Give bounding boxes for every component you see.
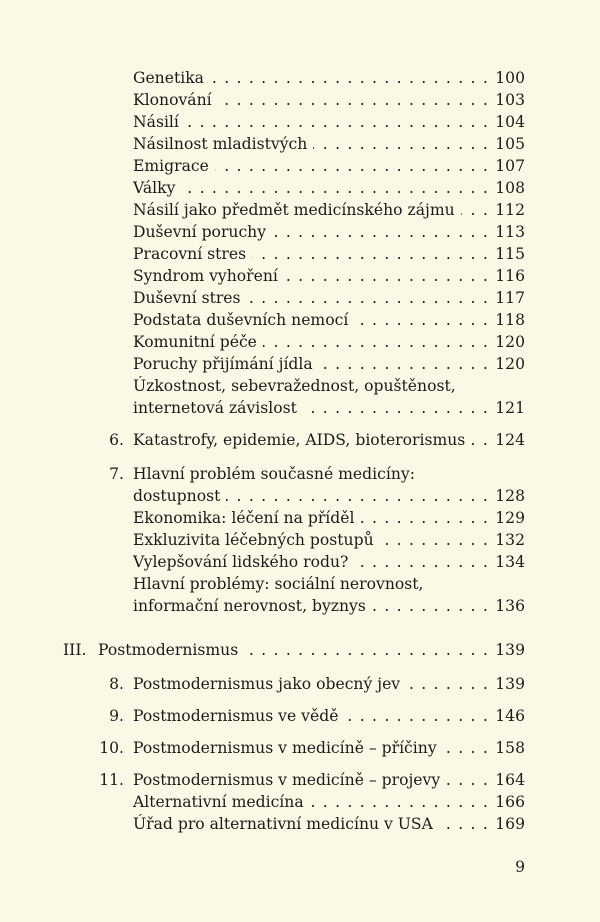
entry-title: Klonování xyxy=(133,91,212,109)
toc-entry-line xyxy=(0,287,600,309)
dot-leader xyxy=(360,507,489,529)
entry-page: 105 xyxy=(495,135,525,153)
chapter-number: III. xyxy=(63,641,87,659)
entry-title: Duševní poruchy xyxy=(133,223,267,241)
entry-line xyxy=(133,177,525,199)
dot-leader xyxy=(313,133,489,155)
toc-entry-line xyxy=(0,221,600,243)
toc-entry-line xyxy=(0,673,600,695)
entry-page: 112 xyxy=(495,201,525,219)
entry-page: 136 xyxy=(495,597,525,615)
entry-line xyxy=(133,265,525,287)
dot-leader xyxy=(344,705,489,727)
toc-entry-line xyxy=(0,463,600,485)
toc-entry-line xyxy=(0,397,600,419)
dot-leader xyxy=(210,67,489,89)
dot-leader xyxy=(439,813,489,835)
entry-page: 118 xyxy=(495,311,525,329)
entry-line xyxy=(133,573,525,595)
entry-line xyxy=(133,769,525,791)
entry-title: Exkluzivita léčebných postupů xyxy=(133,531,374,549)
dot-leader xyxy=(380,529,489,551)
dot-leader xyxy=(247,287,489,309)
entry-title: Války xyxy=(133,179,176,197)
entry-line xyxy=(133,155,525,177)
entry-page: 103 xyxy=(495,91,525,109)
chapter-number: 8. xyxy=(109,675,124,693)
entry-title: informační nerovnost, byznys xyxy=(133,597,366,615)
entry-title: Násilí jako předmět medicínského zájmu xyxy=(133,201,455,219)
entry-line xyxy=(133,67,525,89)
entry-page: 113 xyxy=(495,223,525,241)
toc-entry-line xyxy=(0,331,600,353)
entry-line xyxy=(133,287,525,309)
toc-entry-line xyxy=(0,791,600,813)
dot-leader xyxy=(218,89,489,111)
entry-line xyxy=(133,429,525,451)
entry-line xyxy=(133,463,525,485)
entry-title: Duševní stres xyxy=(133,289,241,307)
entry-title: Genetika xyxy=(133,69,204,87)
entry-page: 107 xyxy=(495,157,525,175)
toc-entry-line xyxy=(0,769,600,791)
entry-line xyxy=(133,309,525,331)
entry-page: 115 xyxy=(495,245,525,263)
toc-entry-line xyxy=(0,243,600,265)
entry-line xyxy=(133,551,525,573)
dot-leader xyxy=(443,737,489,759)
chapter-number: 11. xyxy=(99,771,124,789)
chapter-number: 6. xyxy=(109,431,124,449)
entry-page: 124 xyxy=(495,431,525,449)
toc-entry-line xyxy=(0,309,600,331)
entry-line xyxy=(133,595,525,617)
entry-line xyxy=(133,331,525,353)
dot-leader xyxy=(284,265,489,287)
entry-page: 128 xyxy=(495,487,525,505)
entry-page: 139 xyxy=(495,641,525,659)
entry-page: 129 xyxy=(495,509,525,527)
entry-title: Postmodernismus jako obecný jev xyxy=(133,675,401,693)
dot-leader xyxy=(446,769,489,791)
entry-line xyxy=(133,397,525,419)
dot-leader xyxy=(319,353,489,375)
entry-title: Násilí xyxy=(133,113,179,131)
toc-entry-line xyxy=(0,111,600,133)
entry-title: Postmodernismus xyxy=(98,641,239,659)
dot-leader xyxy=(471,429,489,451)
entry-line xyxy=(133,111,525,133)
entry-line xyxy=(133,133,525,155)
entry-title: dostupnost xyxy=(133,487,221,505)
entry-page: 132 xyxy=(495,531,525,549)
entry-page: 158 xyxy=(495,739,525,757)
dot-leader xyxy=(406,673,489,695)
entry-page: 104 xyxy=(495,113,525,131)
entry-title: Hlavní problém současné medicíny: xyxy=(133,465,415,483)
entry-page: 146 xyxy=(495,707,525,725)
entry-title: Pracovní stres xyxy=(133,245,247,263)
toc-entry-line xyxy=(0,133,600,155)
entry-line xyxy=(98,639,525,661)
entry-line xyxy=(133,813,525,835)
dot-leader xyxy=(372,595,489,617)
chapter-number: 9. xyxy=(109,707,124,725)
toc-entry-line xyxy=(0,155,600,177)
entry-page: 134 xyxy=(495,553,525,571)
toc-entry-line xyxy=(0,639,600,661)
entry-page: 100 xyxy=(495,69,525,87)
dot-leader xyxy=(244,639,489,661)
toc-entry-line xyxy=(0,199,600,221)
dot-leader xyxy=(310,791,489,813)
entry-line xyxy=(133,353,525,375)
entry-page: 169 xyxy=(495,815,525,833)
entry-title: Hlavní problémy: sociální nerovnost, xyxy=(133,575,424,593)
toc-entry-line xyxy=(0,595,600,617)
toc-entry-line xyxy=(0,737,600,759)
entry-line xyxy=(133,705,525,727)
entry-line xyxy=(133,221,525,243)
toc-entry-line xyxy=(0,429,600,451)
entry-title: Katastrofy, epidemie, AIDS, bioterorismus xyxy=(133,431,466,449)
entry-title: Postmodernismus v medicíně – projevy xyxy=(133,771,441,789)
entry-page: 166 xyxy=(495,793,525,811)
toc-entry-line xyxy=(0,265,600,287)
dot-leader xyxy=(354,309,489,331)
dot-leader xyxy=(354,551,489,573)
dot-leader xyxy=(303,397,489,419)
entry-line xyxy=(133,791,525,813)
dot-leader xyxy=(461,199,489,221)
entry-title: Úřad pro alternativní medicínu v USA xyxy=(133,815,433,833)
table-of-contents xyxy=(0,67,600,835)
entry-page: 108 xyxy=(495,179,525,197)
toc-entry-line xyxy=(0,551,600,573)
dot-leader xyxy=(185,111,489,133)
entry-title: Postmodernismus ve vědě xyxy=(133,707,339,725)
toc-entry-line xyxy=(0,507,600,529)
entry-title: Úzkostnost, sebevražednost, opuštěnost, xyxy=(133,377,456,395)
entry-title: Vylepšování lidského rodu? xyxy=(133,553,349,571)
dot-leader xyxy=(226,485,489,507)
toc-entry-line xyxy=(0,813,600,835)
entry-title: Emigrace xyxy=(133,157,209,175)
chapter-number: 10. xyxy=(99,739,124,757)
toc-entry-line xyxy=(0,485,600,507)
dot-leader xyxy=(215,155,489,177)
entry-page: 120 xyxy=(495,333,525,351)
toc-entry-line xyxy=(0,705,600,727)
entry-line xyxy=(133,673,525,695)
page-number: 9 xyxy=(515,858,525,876)
dot-leader xyxy=(181,177,489,199)
entry-title: Komunitní péče xyxy=(133,333,257,351)
dot-leader xyxy=(252,243,489,265)
entry-line xyxy=(133,89,525,111)
entry-title: Násilnost mladistvých xyxy=(133,135,308,153)
entry-line xyxy=(133,199,525,221)
entry-line xyxy=(133,529,525,551)
entry-title: Syndrom vyhoření xyxy=(133,267,278,285)
toc-entry-line xyxy=(0,573,600,595)
entry-title: internetová závislost xyxy=(133,399,297,417)
entry-title: Ekonomika: léčení na příděl xyxy=(133,509,355,527)
toc-entry-line xyxy=(0,375,600,397)
dot-leader xyxy=(272,221,489,243)
toc-entry-line xyxy=(0,177,600,199)
dot-leader xyxy=(263,331,489,353)
entry-line xyxy=(133,737,525,759)
toc-entry-line xyxy=(0,353,600,375)
entry-title: Poruchy přijímání jídla xyxy=(133,355,313,373)
entry-line xyxy=(133,243,525,265)
toc-entry-line xyxy=(0,67,600,89)
entry-line xyxy=(133,375,525,397)
entry-title: Podstata duševních nemocí xyxy=(133,311,349,329)
toc-entry-line xyxy=(0,529,600,551)
entry-page: 117 xyxy=(495,289,525,307)
entry-page: 164 xyxy=(495,771,525,789)
chapter-number: 7. xyxy=(109,465,124,483)
entry-line xyxy=(133,507,525,529)
entry-page: 139 xyxy=(495,675,525,693)
entry-page: 116 xyxy=(495,267,525,285)
entry-title: Alternativní medicína xyxy=(133,793,304,811)
entry-title: Postmodernismus v medicíně – příčiny xyxy=(133,739,437,757)
entry-page: 120 xyxy=(495,355,525,373)
entry-page: 121 xyxy=(495,399,525,417)
toc-entry-line xyxy=(0,89,600,111)
entry-line xyxy=(133,485,525,507)
